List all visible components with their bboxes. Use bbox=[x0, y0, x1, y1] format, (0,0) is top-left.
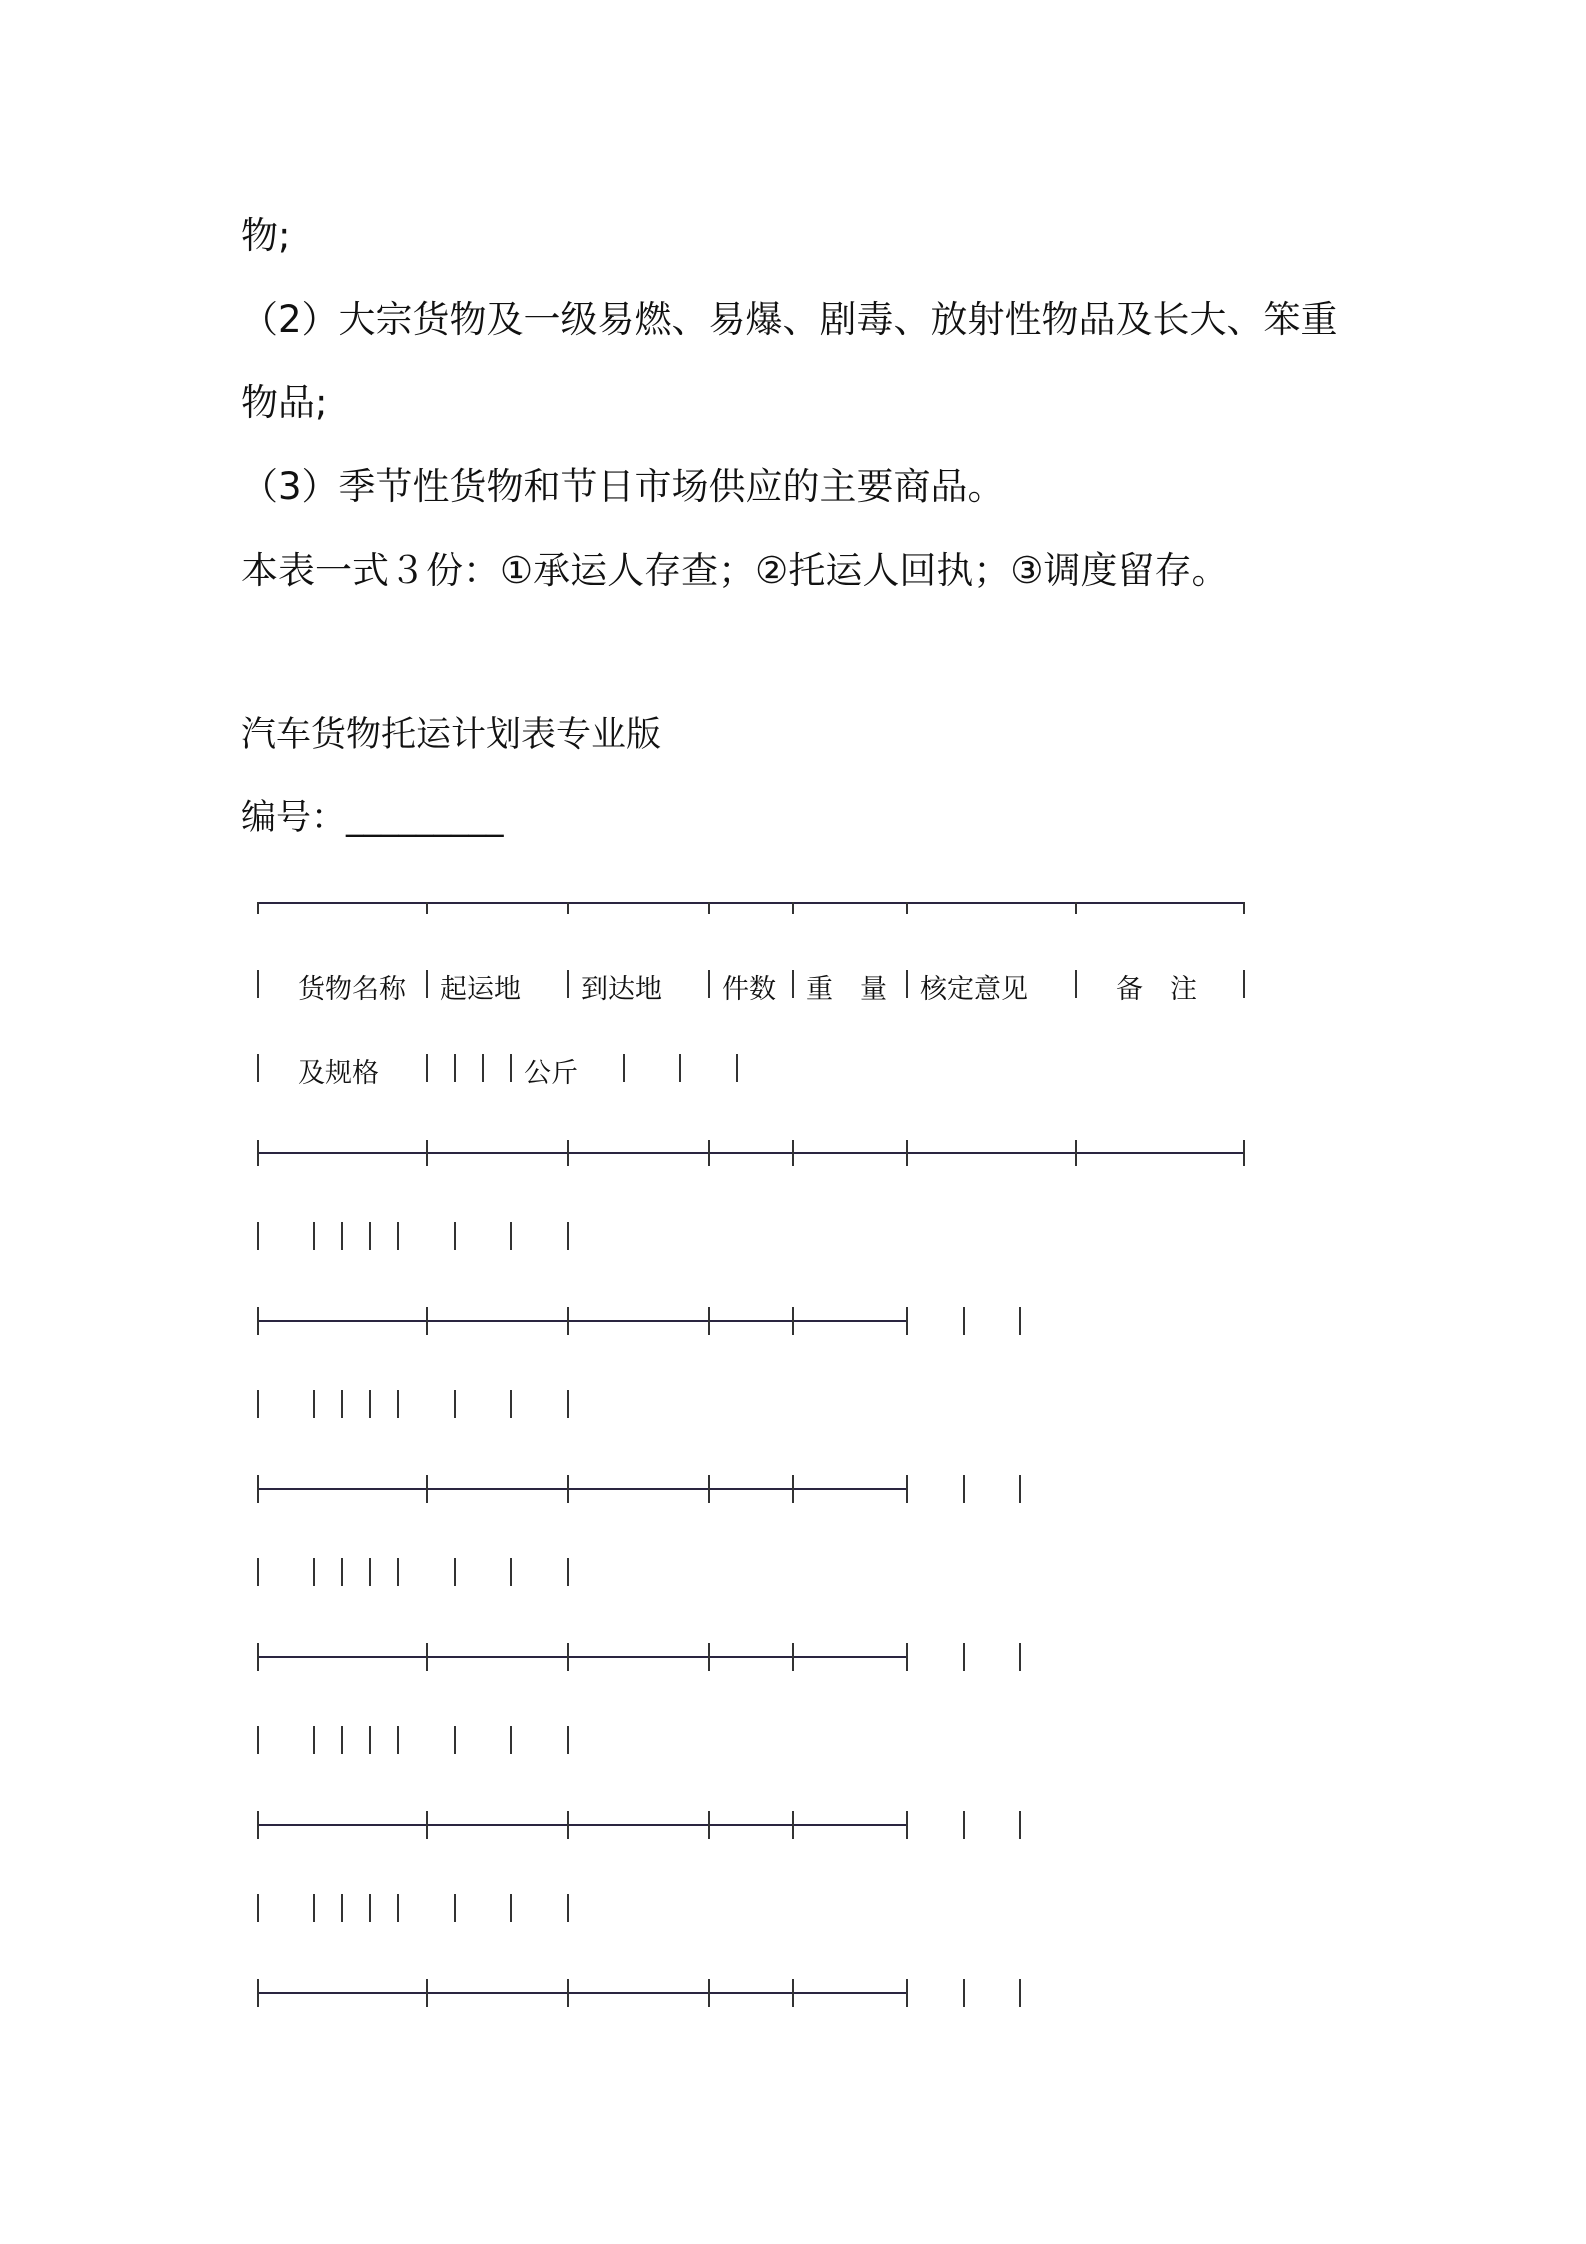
column-separator bbox=[313, 1726, 315, 1754]
column-separator bbox=[454, 1894, 456, 1922]
column-separator bbox=[454, 1390, 456, 1418]
column-separator bbox=[257, 970, 259, 998]
column-separator bbox=[567, 1894, 569, 1922]
column-separator bbox=[567, 970, 569, 998]
tick bbox=[426, 902, 428, 914]
header-cargo-name: 货物名称 bbox=[298, 974, 406, 1005]
row-rule bbox=[257, 1656, 906, 1658]
tick bbox=[426, 1307, 428, 1335]
column-separator bbox=[510, 1726, 512, 1754]
column-separator bbox=[792, 970, 794, 998]
header-bottom-rule bbox=[257, 1152, 1244, 1154]
column-separator bbox=[963, 1811, 965, 1839]
column-separator bbox=[963, 1643, 965, 1671]
tick bbox=[708, 1979, 710, 2007]
tick bbox=[1243, 1140, 1245, 1166]
column-separator bbox=[341, 1726, 343, 1754]
tick bbox=[906, 1140, 908, 1166]
header-origin: 起运地 bbox=[440, 974, 521, 1005]
number-row bbox=[241, 790, 504, 840]
row-rule bbox=[257, 1320, 906, 1322]
tick bbox=[1075, 902, 1077, 914]
column-separator bbox=[482, 1054, 484, 1082]
header-destination: 到达地 bbox=[581, 974, 662, 1005]
column-separator bbox=[341, 1558, 343, 1586]
tick bbox=[792, 902, 794, 914]
column-separator bbox=[426, 1054, 428, 1082]
column-separator bbox=[313, 1222, 315, 1250]
tick bbox=[1243, 902, 1245, 914]
tick bbox=[426, 1475, 428, 1503]
column-separator bbox=[963, 1475, 965, 1503]
tick bbox=[567, 1140, 569, 1166]
column-separator bbox=[369, 1558, 371, 1586]
column-separator bbox=[397, 1558, 399, 1586]
tick bbox=[426, 1140, 428, 1166]
column-separator bbox=[567, 1390, 569, 1418]
column-separator bbox=[397, 1390, 399, 1418]
column-separator bbox=[257, 1222, 259, 1250]
number-label: 编号： bbox=[241, 798, 347, 838]
column-separator bbox=[623, 1054, 625, 1082]
column-separator bbox=[679, 1054, 681, 1082]
tick bbox=[792, 1643, 794, 1671]
subheader-kg: 公斤 bbox=[524, 1058, 578, 1089]
column-separator bbox=[454, 1558, 456, 1586]
tick bbox=[257, 1307, 259, 1335]
column-separator bbox=[906, 970, 908, 998]
column-separator bbox=[708, 970, 710, 998]
tick bbox=[257, 1140, 259, 1166]
column-separator bbox=[313, 1894, 315, 1922]
tick bbox=[906, 1811, 908, 1839]
column-separator bbox=[510, 1222, 512, 1250]
column-separator bbox=[313, 1390, 315, 1418]
note-line-5: 本表一式３份：①承运人存查；②托运人回执；③调度留存。 bbox=[241, 549, 1229, 592]
tick bbox=[792, 1475, 794, 1503]
column-separator bbox=[963, 1307, 965, 1335]
column-separator bbox=[257, 1726, 259, 1754]
tick bbox=[792, 1140, 794, 1166]
tick bbox=[708, 1307, 710, 1335]
column-separator bbox=[397, 1222, 399, 1250]
column-separator bbox=[1019, 1475, 1021, 1503]
tick bbox=[708, 1643, 710, 1671]
column-separator bbox=[369, 1390, 371, 1418]
tick bbox=[567, 1475, 569, 1503]
note-line-2: （2）大宗货物及一级易燃、易爆、剧毒、放射性物品及长大、笨重 bbox=[241, 298, 1338, 341]
row-rule bbox=[257, 1992, 906, 1994]
column-separator bbox=[454, 1726, 456, 1754]
column-separator bbox=[510, 1054, 512, 1082]
note-line-4: （3）季节性货物和节日市场供应的主要商品。 bbox=[241, 465, 1005, 508]
column-separator bbox=[510, 1894, 512, 1922]
row-rule bbox=[257, 1488, 906, 1490]
tick bbox=[906, 1307, 908, 1335]
tick bbox=[567, 1979, 569, 2007]
column-separator bbox=[397, 1894, 399, 1922]
header-pieces: 件数 bbox=[722, 974, 776, 1005]
header-remarks: 备 注 bbox=[1116, 974, 1197, 1005]
tick bbox=[567, 1811, 569, 1839]
column-separator bbox=[454, 1222, 456, 1250]
tick bbox=[426, 1643, 428, 1671]
tick bbox=[906, 902, 908, 914]
tick bbox=[257, 1979, 259, 2007]
column-separator bbox=[313, 1558, 315, 1586]
header-approval: 核定意见 bbox=[920, 974, 1028, 1005]
subheader-spec: 及规格 bbox=[298, 1058, 379, 1089]
column-separator bbox=[454, 1054, 456, 1082]
column-separator bbox=[1019, 1307, 1021, 1335]
column-separator bbox=[369, 1894, 371, 1922]
note-line-3: 物品; bbox=[241, 381, 328, 424]
column-separator bbox=[510, 1390, 512, 1418]
tick bbox=[708, 1475, 710, 1503]
note-line-1: 物; bbox=[241, 214, 291, 257]
column-separator bbox=[1243, 970, 1245, 998]
tick bbox=[426, 1811, 428, 1839]
tick bbox=[906, 1643, 908, 1671]
column-separator bbox=[341, 1390, 343, 1418]
tick bbox=[257, 1643, 259, 1671]
tick bbox=[1075, 1140, 1077, 1166]
document-title: 汽车货物托运计划表专业版 bbox=[241, 715, 662, 755]
column-separator bbox=[567, 1222, 569, 1250]
tick bbox=[708, 902, 710, 914]
column-separator bbox=[397, 1726, 399, 1754]
column-separator bbox=[369, 1726, 371, 1754]
tick bbox=[792, 1979, 794, 2007]
tick bbox=[257, 902, 259, 914]
tick bbox=[567, 902, 569, 914]
tick bbox=[567, 1643, 569, 1671]
tick bbox=[792, 1811, 794, 1839]
column-separator bbox=[257, 1894, 259, 1922]
column-separator bbox=[341, 1894, 343, 1922]
column-separator bbox=[567, 1726, 569, 1754]
column-separator bbox=[257, 1558, 259, 1586]
column-separator bbox=[567, 1558, 569, 1586]
column-separator bbox=[369, 1222, 371, 1250]
row-rule bbox=[257, 1824, 906, 1826]
column-separator bbox=[257, 1054, 259, 1082]
tick bbox=[708, 1811, 710, 1839]
tick bbox=[906, 1979, 908, 2007]
tick bbox=[426, 1979, 428, 2007]
tick bbox=[257, 1811, 259, 1839]
column-separator bbox=[1075, 970, 1077, 998]
column-separator bbox=[1019, 1979, 1021, 2007]
tick bbox=[708, 1140, 710, 1166]
tick bbox=[257, 1475, 259, 1503]
tick bbox=[792, 1307, 794, 1335]
tick bbox=[567, 1307, 569, 1335]
number-blank: _________ bbox=[346, 798, 504, 838]
column-separator bbox=[341, 1222, 343, 1250]
column-separator bbox=[1019, 1811, 1021, 1839]
column-separator bbox=[963, 1979, 965, 2007]
header-weight: 重 量 bbox=[806, 974, 887, 1005]
tick bbox=[906, 1475, 908, 1503]
column-separator bbox=[510, 1558, 512, 1586]
column-separator bbox=[1019, 1643, 1021, 1671]
column-separator bbox=[257, 1390, 259, 1418]
column-separator bbox=[736, 1054, 738, 1082]
table-top-rule bbox=[257, 902, 1244, 904]
column-separator bbox=[426, 970, 428, 998]
